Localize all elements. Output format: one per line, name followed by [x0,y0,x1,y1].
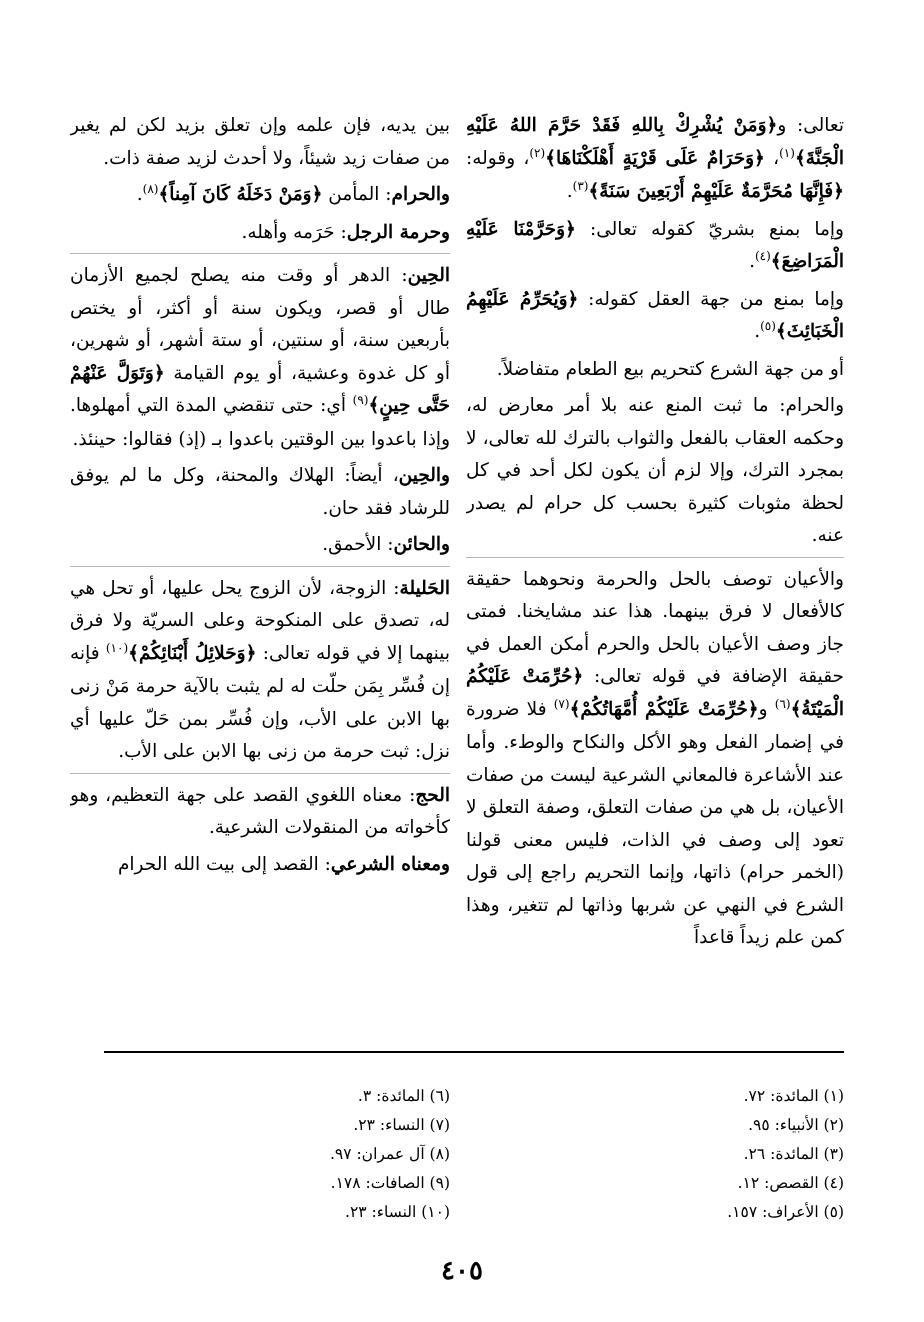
text: و [758,698,775,720]
entry-term: الحَليلة [399,577,450,599]
paragraph: والحرام: ما ثبت المنع عنه بلا أمر معارض له، وحكمه العقاب بالفعل والثواب بالترك لله تعالى، لا بمجرد الترك، وإلا لزم أن يكون لكل أحد في كل لحظة مثوبات كثيرة بحسب كل حرام لم يصدر عنه. [466,395,844,546]
paragraph: أو من جهة الشرع كتحريم بيع الطعام متفاضلاً. [496,358,844,380]
page-number: ٤٠٥ [441,1256,483,1286]
footnote: (٨) آل عمران: ٩٧. [329,1145,450,1163]
footnote-ref: (٣) [572,179,589,193]
footnote-ref: (٦) [774,696,791,711]
paragraph [466,564,844,955]
paragraph [70,573,450,769]
footnote: (١) المائدة: ٧٢. [743,1087,844,1105]
paragraph [466,214,844,280]
text: ، وقوله: [466,147,530,169]
paragraph [70,460,450,525]
quran-verse: ﴿وَيُحَرِّمُ عَلَيْهِمُ الْخَبَائِثَ﴾ [466,288,844,342]
quran-verse: ﴿حُرِّمَتْ عَلَيْكُمُ الْمَيْتَةُ﴾ [466,666,844,720]
footnote-ref: (٨) [142,182,159,196]
quran-verse: ﴿فَإِنَّهَا مُحَرَّمَةٌ عَلَيْهِمْ أَرْبَعِينَ سَنَةً﴾ [588,181,844,202]
footnotes-left [160,1082,450,1227]
footnote: (٩) الصافات: ١٧٨. [330,1174,450,1192]
divider [70,566,450,567]
paragraph [466,284,844,350]
text: : القصد إلى بيت الله الحرام [117,853,331,875]
footnote-ref: (١) [779,145,795,160]
left-column [70,110,450,1045]
text: : الزوجة، لأن الزوج يحل عليها، أو تحل هي له، تصدق على المنكوحة وعلى السريّة ولا فرق بينهما إلا في قوله تعالى: [70,577,450,664]
entry-term: والحرام [391,184,450,205]
text: : حَرَمه وأهله. [241,221,347,243]
text: : معناه اللغوي القصد على جهة التعظيم، وهو كأخواته من المنقولات الشرعية. [70,784,450,838]
quran-verse: ﴿وَمَنْ يُشْرِكْ بِاللهِ فَقَدْ حَرَّمَ اللهُ عَلَيْهِ الْجَنَّةَ﴾ [466,115,844,169]
text: . [749,251,755,272]
text: : الدهر أو وقت منه يصلح لجميع الأزمان طال أو قصر، ويكون سنة أو أكثر، أو يختص بأربعين سنة، أو سنتين، أو ستة أشهر، أو شهرين، أو كل غدوة وعشية، أو يوم القيامة [70,265,450,384]
footnote-separator [104,1051,844,1053]
footnote: (٤) القصص: ١٢. [737,1174,844,1192]
divider [70,253,450,254]
text: أي: حتى تنقضي المدة التي أمهلوها. وإذا باعدوا بين الوقتين باعدوا بـ (إذ) فقالوا: حينئذ. [70,395,450,450]
footnote-ref: (٩) [352,393,369,407]
text: وإما بمنع بشريّ كقوله تعالى: [575,218,844,240]
footnotes-right [554,1082,844,1227]
text: والأعيان توصف بالحل والحرمة ونحوهما حقيقة كالأفعال لا فرق بينهما. هذا عند مشايخنا. فمتى جاز وصف الأعيان بالحل والحرم أمكن العمل في حقيقة الإضافة في قوله تعالى: [466,568,844,687]
entry-term: وحرمة الرجل [346,221,450,243]
paragraph [70,849,450,882]
footnote-ref: (٥) [760,319,776,333]
paragraph [466,110,844,210]
divider [466,557,844,558]
footnote: (٥) الأعراف: ١٥٧. [727,1203,844,1221]
text: : المأمن [322,184,392,205]
text: . [566,181,573,202]
quran-verse: ﴿وَحَلائِلُ أَبْنَائِكُمْ﴾ [128,642,257,664]
paragraph [70,217,450,250]
text: ، [764,147,780,169]
footnote-ref: (٤) [754,249,771,263]
paragraph: بين يديه، فإن علمه وإن تعلق بزيد لكن لم يغير من صفات زيد شيئاً، ولا أحدث لزيد صفة ذات. [70,115,450,169]
footnote: (٣) المائدة: ٢٦. [743,1145,844,1163]
footnote: (٢) الأنبياء: ٩٥. [748,1116,844,1134]
text: . [136,184,143,205]
quran-verse: ﴿وَحَرَّمْنَا عَلَيْهِ الْمَرَاضِعَ﴾ [466,218,844,272]
text: . [754,321,761,342]
quran-verse: ﴿وَحَرَامٌ عَلَى قَرْيَةٍ أَهْلَكْنَاهَا﴾ [545,147,765,169]
quran-verse: ﴿وَمَنْ دَخَلَهُ كَانَ آمِناً﴾ [158,184,323,205]
paragraph [70,529,450,562]
entry-term: الحِين [407,265,450,286]
right-column [466,110,844,1045]
divider [70,773,450,774]
text: تعالى: و [777,115,844,136]
footnote-ref: (١٠) [105,640,129,655]
text: فلا ضرورة في إضمار الفعل وهو الأكل والنكاح والوطء. وأما عند الأشاعرة فالمعاني الشرعية ليست من صفات الأعيان، بل هي من صفات التعلق، وصفة التعلق لا تعود إلى وصف في الذات، فليس معنى قولنا (الخمر حرام) ذاتها، وإنما التحريم راجع إلى قول الشرع في النهي عن شربها وذاتها لم تتغير، وهذا كمن علم زيداً قاعداً [466,698,844,948]
footnote-ref: (٧) [553,696,570,711]
entry-term: ومعناه الشرعي [330,853,450,875]
text: ، أيضاً: الهلاك والمحنة، وكل ما لم يوفق للرشاد فقد حان. [70,465,450,519]
paragraph [70,179,450,213]
footnote-ref: (٢) [529,145,546,160]
footnote: (٧) النساء: ٢٣. [353,1116,450,1134]
footnote: (١٠) النساء: ٢٣. [345,1203,450,1221]
quran-verse: ﴿وَتَوَلَّ عَنْهُمْ حَتَّى حِينٍ﴾ [70,362,450,416]
paragraph [70,260,450,456]
entry-term: والحِين [398,465,450,486]
text: فإنه إن فُسِّر بِمَن حلّت له لم يثبت بالآية حرمة مَنْ زنى بها الابن على الأب، وإن فُسِّر بمن حَلّ عليها أي نزل: ثبت حرمة من زنى بها الابن على الأب. [70,642,450,762]
footnote: (٦) المائدة: ٣. [357,1087,450,1105]
quran-verse: ﴿حُرِّمَتْ عَلَيْكُمْ أُمَّهَاتُكُمْ﴾ [569,698,759,720]
text: : الأحمق. [322,534,394,555]
text: وإما بمنع من جهة العقل كقوله: [578,288,844,310]
paragraph [70,780,450,845]
entry-term: الحج [415,784,450,806]
entry-term: والحائن [393,534,450,555]
